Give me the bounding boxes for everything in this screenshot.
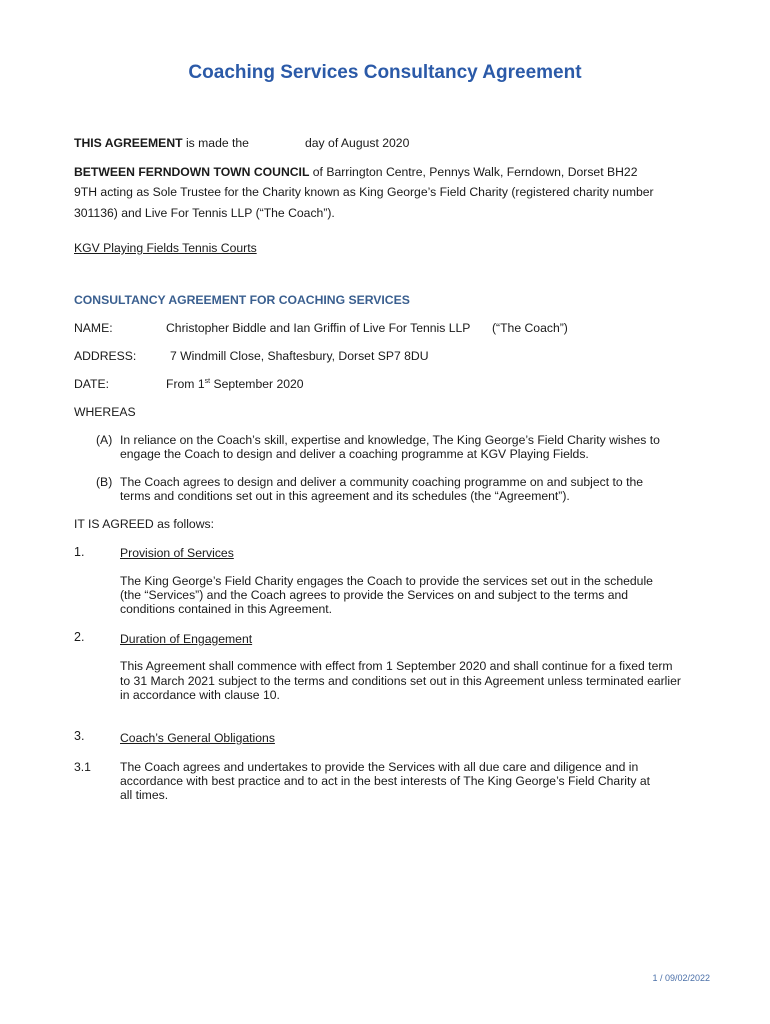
- consultancy-heading: CONSULTANCY AGREEMENT FOR COACHING SERVICES: [74, 293, 410, 307]
- clause-1-line-1: The King George’s Field Charity engages the Coach to provide the services set out in the schedule: [120, 574, 653, 588]
- date-label: DATE:: [74, 377, 109, 391]
- whereas-a-line-1: In reliance on the Coach’s skill, expertise and knowledge, The King George’s Field Charity wishes to: [120, 433, 660, 447]
- agreement-rest: is made the: [182, 136, 249, 150]
- clause-2-line-1: This Agreement shall commence with effect from 1 September 2020 and shall continue for a fixed term: [120, 659, 673, 673]
- name-label: NAME:: [74, 321, 113, 335]
- clause-3-1-number: 3.1: [74, 760, 91, 774]
- date-rest: September 2020: [210, 377, 304, 391]
- between-line-3: 301136) and Live For Tennis LLP (“The Coach”).: [74, 206, 335, 220]
- clause-1-heading: Provision of Services: [120, 546, 234, 560]
- agreement-date: day of August 2020: [305, 136, 410, 150]
- date-from: From 1: [166, 377, 205, 391]
- agreement-bold: THIS AGREEMENT: [74, 136, 183, 150]
- clause-3-1-line-2: accordance with best practice and to act in the best interests of The King George’s Field Charity at: [120, 774, 650, 788]
- whereas-a-line-2: engage the Coach to design and deliver a coaching programme at KGV Playing Fields.: [120, 447, 589, 461]
- whereas-b-marker: (B): [96, 475, 113, 489]
- agreement-line: [74, 136, 249, 150]
- name-value: Christopher Biddle and Ian Griffin of Live For Tennis LLP: [166, 321, 471, 335]
- whereas-a-marker: (A): [96, 433, 113, 447]
- clause-1-line-2: (the “Services”) and the Coach agrees to provide the Services on and subject to the terms and: [120, 588, 629, 602]
- between-bold: BETWEEN FERNDOWN TOWN COUNCIL: [74, 165, 310, 179]
- address-value: 7 Windmill Close, Shaftesbury, Dorset SP7 8DU: [170, 349, 429, 363]
- clause-3-number: 3.: [74, 729, 85, 743]
- name-alias: (“The Coach”): [492, 321, 568, 335]
- clause-2-heading: Duration of Engagement: [120, 632, 253, 646]
- address-label: ADDRESS:: [74, 349, 137, 363]
- venue-line: KGV Playing Fields Tennis Courts: [74, 241, 257, 255]
- date-sup: st: [204, 377, 211, 385]
- clause-1-line-3: conditions contained in this Agreement.: [120, 602, 333, 616]
- between-line-1: [74, 165, 637, 179]
- between-line-2: 9TH acting as Sole Trustee for the Charity known as King George’s Field Charity (registered charity number: [74, 185, 654, 199]
- clause-2-line-3: in accordance with clause 10.: [120, 688, 280, 702]
- between-rest: of Barrington Centre, Pennys Walk, Ferndown, Dorset BH22: [309, 165, 638, 179]
- page-footer: 1 / 09/02/2022: [652, 973, 710, 983]
- whereas-label: WHEREAS: [74, 405, 136, 419]
- date-value: [166, 377, 304, 391]
- whereas-b-line-1: The Coach agrees to design and deliver a community coaching programme on and subject to the: [120, 475, 644, 489]
- clause-3-1-line-1: The Coach agrees and undertakes to provide the Services with all due care and diligence and in: [120, 760, 639, 774]
- clause-2-number: 2.: [74, 630, 85, 644]
- clause-3-heading: Coach’s General Obligations: [120, 731, 275, 745]
- clause-2-line-2: to 31 March 2021 subject to the terms and conditions set out in this Agreement unless terminated earlier: [120, 674, 681, 688]
- clause-3-1-line-3: all times.: [120, 788, 169, 802]
- agreed-line: IT IS AGREED as follows:: [74, 517, 214, 531]
- whereas-b-line-2: terms and conditions set out in this agreement and its schedules (the “Agreement”).: [120, 489, 570, 503]
- document-title: Coaching Services Consultancy Agreement: [188, 62, 582, 83]
- clause-1-number: 1.: [74, 545, 85, 559]
